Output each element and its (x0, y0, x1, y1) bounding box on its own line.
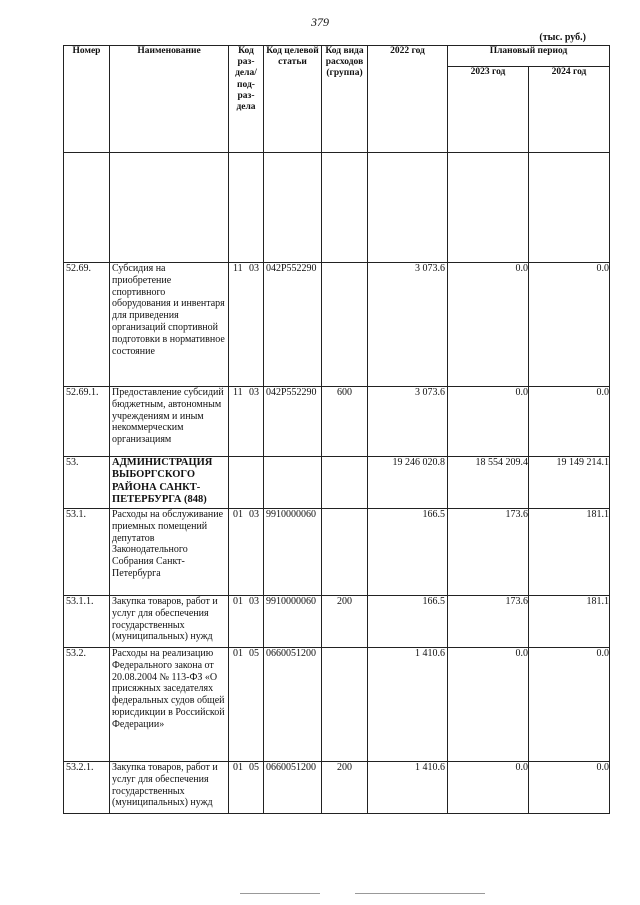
row-section: 01 (233, 762, 243, 773)
row-target-code: 0660051200 (264, 648, 322, 762)
table-row (64, 648, 610, 762)
row-name: Субсидия на приобретение спортивного оборудования и инвентаря для приведения организаций спортивной подготовки в нормативное состояние (110, 263, 229, 387)
row-amount-2022: 19 246 020.8 (368, 457, 448, 509)
row-name: Закупка товаров, работ и услуг для обеспечения государственных (муниципальных) нужд (110, 596, 229, 648)
row-target-code (264, 457, 322, 509)
row-target-code: 9910000060 (264, 596, 322, 648)
row-section-code (229, 509, 264, 596)
row-expense-type (322, 648, 368, 762)
row-expense-type: 200 (322, 762, 368, 814)
header-row (64, 46, 610, 67)
table-row (64, 762, 610, 814)
header-year-2024: 2024 год (529, 67, 610, 153)
row-section: 01 (233, 509, 243, 520)
table-row (64, 263, 610, 387)
row-amount-2023: 0.0 (448, 648, 529, 762)
row-name: Расходы на реализацию Федерального закона от 20.08.2004 № 113-ФЗ «О присяжных заседателях федеральных судов общей юрисдикции в Российской Федерации» (110, 648, 229, 762)
header-planning-period: Плановый период (448, 46, 610, 67)
scan-artifact (240, 893, 320, 894)
row-amount-2022: 3 073.6 (368, 263, 448, 387)
row-amount-2023: 18 554 209.4 (448, 457, 529, 509)
row-section: 11 (233, 263, 243, 274)
budget-table (63, 45, 610, 814)
row-subsection: 03 (249, 387, 259, 398)
row-amount-2022: 1 410.6 (368, 762, 448, 814)
row-expense-type: 200 (322, 596, 368, 648)
header-name: Наименование (110, 46, 229, 153)
row-section: 11 (233, 387, 243, 398)
row-amount-2024: 0.0 (529, 263, 610, 387)
table-row (64, 509, 610, 596)
row-section-code (229, 457, 264, 509)
row-section: 01 (233, 648, 243, 659)
row-number: 52.69. (64, 263, 110, 387)
row-target-code: 0660051200 (264, 762, 322, 814)
row-section-code (229, 596, 264, 648)
header-number: Номер (64, 46, 110, 153)
table-row (64, 457, 610, 509)
row-section-code (229, 263, 264, 387)
header-year-2023: 2023 год (448, 67, 529, 153)
row-amount-2024: 181.1 (529, 509, 610, 596)
row-name: АДМИНИСТРАЦИЯ ВЫБОРГСКОГО РАЙОНА САНКТ-ПЕТЕРБУРГА (848) (110, 457, 229, 509)
row-section-code (229, 387, 264, 457)
row-amount-2024: 19 149 214.1 (529, 457, 610, 509)
row-amount-2023: 173.6 (448, 596, 529, 648)
row-amount-2022: 1 410.6 (368, 648, 448, 762)
row-amount-2024: 0.0 (529, 387, 610, 457)
row-number: 53.1. (64, 509, 110, 596)
row-amount-2022: 166.5 (368, 509, 448, 596)
spacer-row (64, 153, 610, 263)
table-row (64, 596, 610, 648)
row-number: 52.69.1. (64, 387, 110, 457)
header-section-code: Код раз-дела/ под-раз-дела (229, 46, 264, 153)
row-section-code (229, 648, 264, 762)
row-amount-2022: 3 073.6 (368, 387, 448, 457)
row-amount-2024: 181.1 (529, 596, 610, 648)
row-expense-type (322, 263, 368, 387)
row-number: 53.2.1. (64, 762, 110, 814)
row-number: 53.1.1. (64, 596, 110, 648)
row-target-code: 042P552290 (264, 387, 322, 457)
row-expense-type (322, 509, 368, 596)
row-amount-2023: 0.0 (448, 762, 529, 814)
row-expense-type: 600 (322, 387, 368, 457)
row-amount-2023: 173.6 (448, 509, 529, 596)
row-amount-2024: 0.0 (529, 648, 610, 762)
table-row (64, 387, 610, 457)
row-amount-2024: 0.0 (529, 762, 610, 814)
table-body (64, 153, 610, 814)
page-number: 379 (311, 15, 329, 29)
row-name: Закупка товаров, работ и услуг для обеспечения государственных (муниципальных) нужд (110, 762, 229, 814)
row-amount-2022: 166.5 (368, 596, 448, 648)
header-year-2022: 2022 год (368, 46, 448, 153)
row-section-code (229, 762, 264, 814)
row-expense-type (322, 457, 368, 509)
row-target-code: 042P552290 (264, 263, 322, 387)
row-subsection: 03 (249, 596, 259, 607)
row-section: 01 (233, 596, 243, 607)
units-label: (тыс. руб.) (539, 32, 586, 43)
header-expense-type: Код вида расходов (группа) (322, 46, 368, 153)
row-subsection: 03 (249, 263, 259, 274)
row-subsection: 03 (249, 509, 259, 520)
scan-artifact (355, 893, 485, 894)
row-amount-2023: 0.0 (448, 387, 529, 457)
header-target-code: Код целевой статьи (264, 46, 322, 153)
row-amount-2023: 0.0 (448, 263, 529, 387)
row-target-code: 9910000060 (264, 509, 322, 596)
row-number: 53. (64, 457, 110, 509)
row-subsection: 05 (249, 648, 259, 659)
row-number: 53.2. (64, 648, 110, 762)
row-name: Предоставление субсидий бюджетным, автономным учреждениям и иным некоммерческим организациям (110, 387, 229, 457)
row-subsection: 05 (249, 762, 259, 773)
row-name: Расходы на обслуживание приемных помещений депутатов Законодательного Собрания Санкт-Петербурга (110, 509, 229, 596)
